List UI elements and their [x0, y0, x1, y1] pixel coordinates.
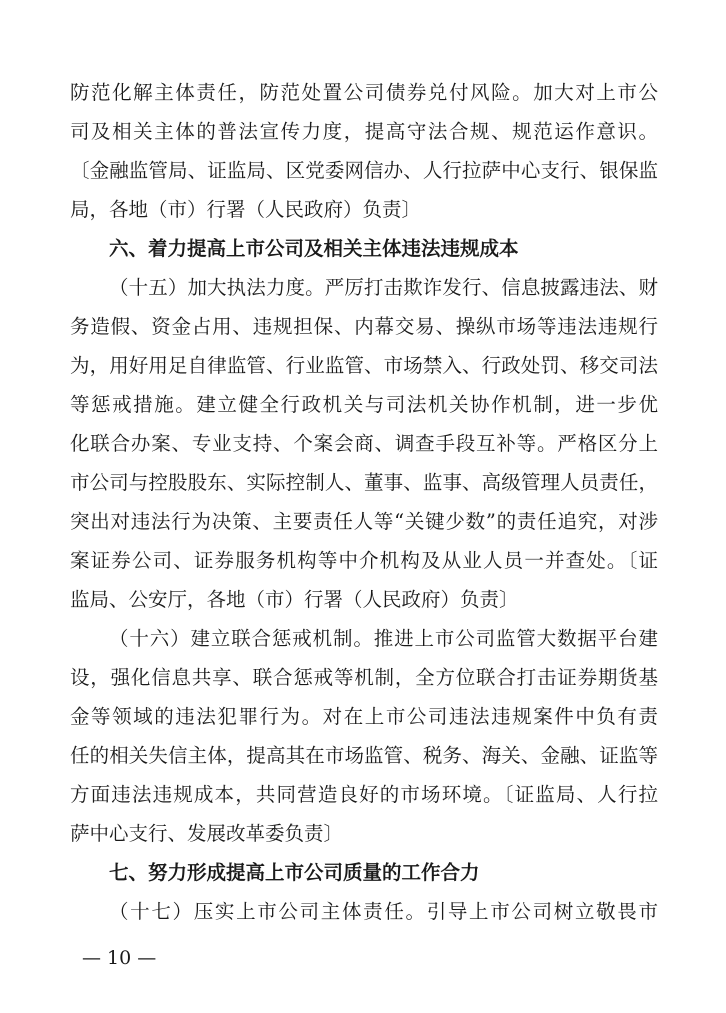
paragraph-line: 案证券公司、证券服务机构等中介机构及从业人员一并查处。〔证 [70, 549, 658, 572]
paragraph-line: 金等领域的违法犯罪行为。对在上市公司违法违规案件中负有责 [70, 705, 658, 728]
paragraph-line: 等惩戒措施。建立健全行政机关与司法机关协作机制，进一步优 [70, 393, 658, 416]
paragraph-line: 局，各地（市）行署（人民政府）负责〕 [70, 198, 422, 221]
paragraph-line: 萨中心支行、发展改革委负责〕 [70, 822, 344, 845]
paragraph-line: 司及相关主体的普法宣传力度，提高守法合规、规范运作意识。 [70, 120, 658, 143]
paragraph-line: 任的相关失信主体，提高其在市场监管、税务、海关、金融、证监等 [70, 744, 658, 767]
paragraph-line: （十六）建立联合惩戒机制。推进上市公司监管大数据平台建 [109, 627, 658, 650]
section-heading-6: 六、着力提高上市公司及相关主体违法违规成本 [109, 237, 519, 260]
paragraph-line: 突出对违法行为决策、主要责任人等“关键少数”的责任追究，对涉 [70, 510, 658, 533]
paragraph-line: 监局、公安厅，各地（市）行署（人民政府）负责〕 [70, 588, 519, 611]
paragraph-line: 〔金融监管局、证监局、区党委网信办、人行拉萨中心支行、银保监 [70, 159, 658, 182]
page-number: — 10 — [82, 947, 157, 969]
paragraph-line: 市公司与控股股东、实际控制人、董事、监事、高级管理人员责任， [70, 471, 658, 494]
paragraph-line: 防范化解主体责任，防范处置公司债券兑付风险。加大对上市公 [70, 81, 658, 104]
paragraph-line: （十七）压实上市公司主体责任。引导上市公司树立敬畏市 [109, 900, 658, 923]
paragraph-line: 方面违法违规成本，共同营造良好的市场环境。〔证监局、人行拉 [70, 783, 658, 806]
paragraph-line: 为，用好用足自律监管、行业监管、市场禁入、行政处罚、移交司法 [70, 354, 658, 377]
paragraph-line: 化联合办案、专业支持、个案会商、调查手段互补等。严格区分上 [70, 432, 658, 455]
paragraph-line: 设，强化信息共享、联合惩戒等机制，全方位联合打击证券期货基 [70, 666, 658, 689]
section-heading-7: 七、努力形成提高上市公司质量的工作合力 [109, 861, 480, 884]
paragraph-line: 务造假、资金占用、违规担保、内幕交易、操纵市场等违法违规行 [70, 315, 658, 338]
paragraph-line: （十五）加大执法力度。严厉打击欺诈发行、信息披露违法、财 [109, 276, 658, 299]
